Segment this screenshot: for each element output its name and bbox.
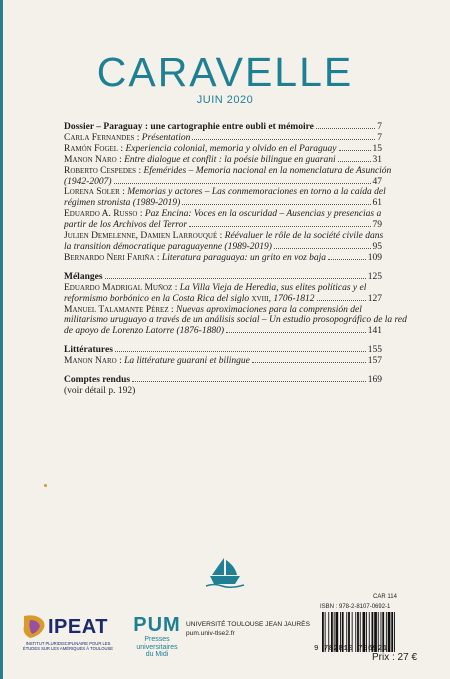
ipeat-logo: IPEAT INSTITUT PLURIDISCIPLINAIRE POUR LES ÉTUDES SUR LES AMÉRIQUES À TOULOUSE: [12, 614, 112, 664]
toc-note: (voir détail p. 192): [64, 385, 136, 396]
toc-entry-continued: de apoyo de Lorenzo Latorre (1876-1880) 141: [64, 326, 382, 337]
toc-entry-continued: militarismo uruguayo a través de un análisis social – Un estudio prosopográfico de la red: [64, 315, 407, 326]
toc-section-comptes-rendus: [64, 375, 382, 397]
toc-entry: Eduardo Madrigal Muñoz : La Villa Vieja de Heredia, sus elites políticas y el: [64, 282, 367, 293]
pum-logo: PUM Presses universitaires du Midi: [133, 614, 181, 658]
masthead: [0, 50, 450, 106]
isbn: ISBN : 978-2-8107-0692-1: [320, 604, 391, 610]
toc-entry-continued: reformismo borbónico en la Costa Rica del siglo xviii, 1706-1812 127: [64, 293, 382, 304]
toc-entry-continued: (1942-2007) 47: [64, 176, 382, 187]
toc-heading: Comptes rendus 169: [64, 375, 382, 386]
toc-entry: Lorena Soler : Memorias y actores – Las conmemoraciones en torno a la caída del: [64, 187, 386, 198]
toc-section-litteratures: [64, 345, 382, 367]
toc-heading: Dossier – Paraguay : une cartographie entre oubli et mémoire 7: [64, 122, 382, 132]
barcode-digits: 9 782810 706921: [314, 645, 388, 653]
magazine-title: CARAVELLE: [96, 49, 354, 95]
toc-entry: Manuel Talamante Pérez : Nuevas aproximaciones para la comprensión del: [64, 304, 362, 315]
issue-date: JUIN 2020: [196, 94, 254, 106]
toc-entry-continued: la transition démocratique paraguayenne (1989-2019) 95: [64, 241, 382, 252]
print-speck: [44, 484, 47, 487]
toc-entry-continued: partir de los Archivos del Terror 79: [64, 220, 382, 231]
ship-icon: [204, 554, 246, 588]
toc-section-melanges: [64, 271, 407, 337]
toc-entry-continued: régimen stronista (1989-2019) 61: [64, 198, 382, 209]
price: Prix : 27 €: [372, 652, 418, 663]
toc-entry: Manon Naro : La littérature guarani et bilingue 157: [64, 356, 382, 367]
toc-entry: Roberto Cespedes : Efemérides – Memoria nacional en la nomenclatura de Asunción: [64, 165, 392, 176]
publisher-info: UNIVERSITÉ TOULOUSE JEAN JAURÈS pum.univ-tlse2.fr: [186, 621, 310, 637]
toc-heading: Littératures 155: [64, 345, 382, 356]
toc-heading: Mélanges 125: [64, 271, 382, 282]
toc-entry: Manon Naro : Entre dialogue et conflit : la poésie bilingue en guarani 31: [64, 154, 382, 165]
toc-entry: Eduardo A. Russo : Paz Encina: Voces en la oscuridad – Ausencias y presencias a: [64, 209, 382, 220]
toc-entry: Ramón Fogel : Experiencia colonial, memoria y olvido en el Paraguay 15: [64, 143, 382, 154]
table-of-contents: [64, 122, 407, 405]
toc-entry: Julien Demelenne, Damien Larrouqué : Réévaluer le rôle de la société civile dans: [64, 231, 384, 242]
toc-section-dossier: [64, 122, 392, 264]
toc-entry: Bernardo Neri Fariña : Literatura paraguaya: un grito en voz baja 109: [64, 252, 382, 263]
toc-entry: Carla Fernandes : Présentation 7: [64, 132, 382, 143]
ipeat-emblem-icon: [20, 614, 50, 640]
issue-code: CAR 114: [373, 594, 397, 600]
